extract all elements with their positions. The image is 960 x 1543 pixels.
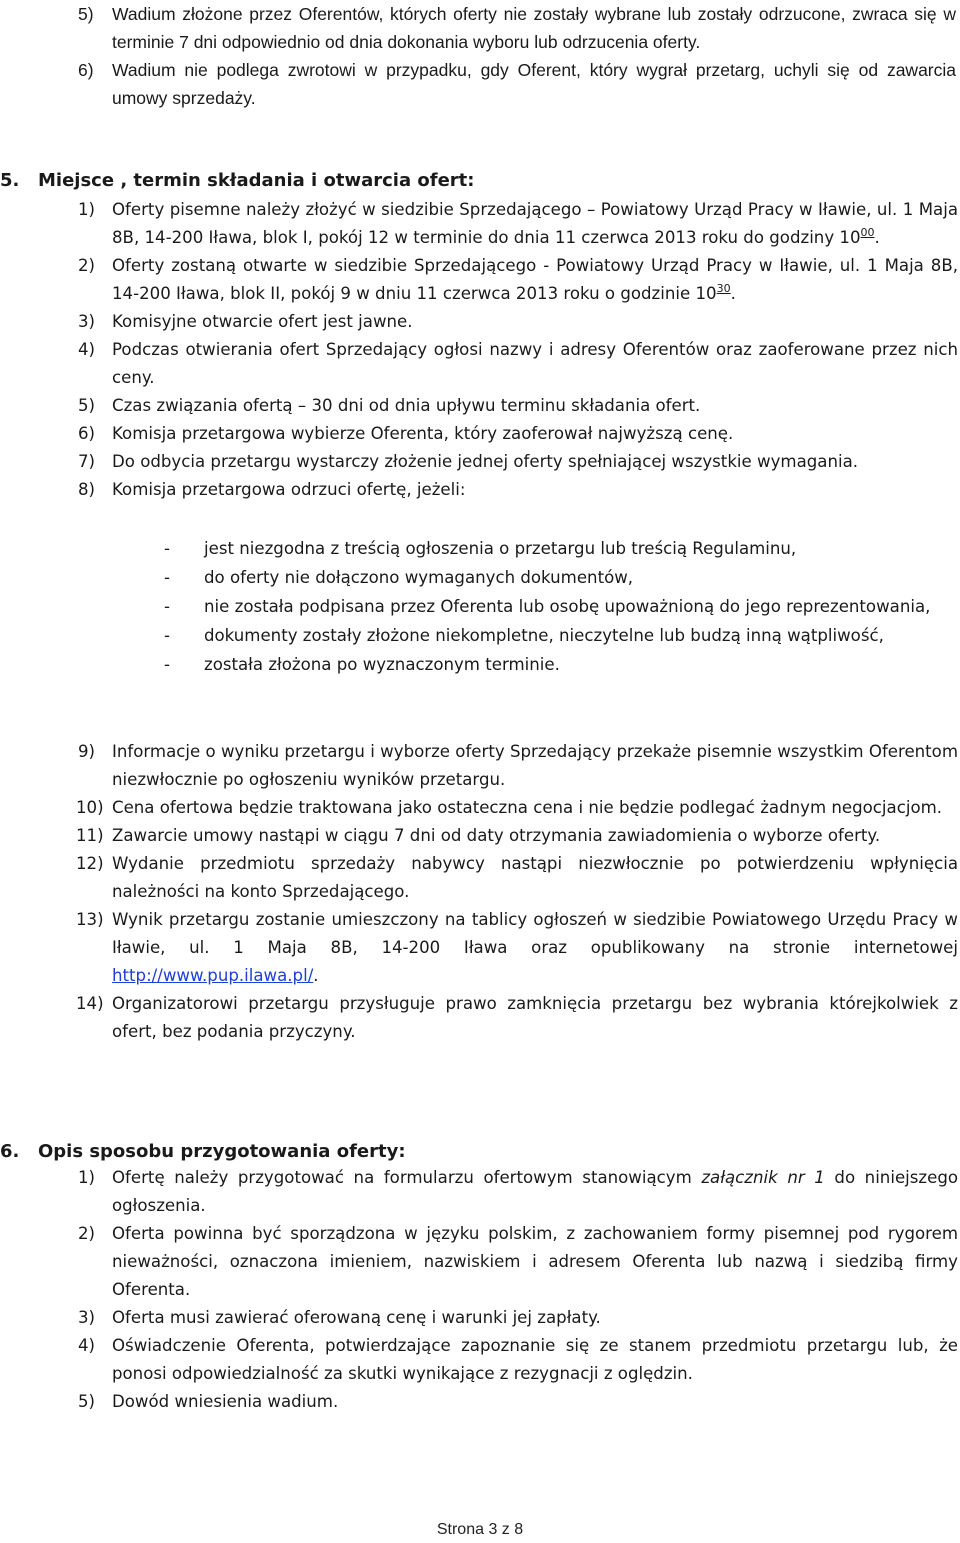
item-number: 5)	[78, 396, 96, 415]
item-text: Wadium nie podlega zwrotowi w przypadku, gdy Oferent, który wygrał przetarg, uchyli się od zawarcia umowy sprzedaży.	[112, 60, 956, 108]
item-number: 1)	[78, 1168, 96, 1187]
item-text-end: .	[874, 228, 880, 247]
item-text: Organizatorowi przetargu przysługuje prawo zamknięcia przetargu bez wybrania którejkolwiek z ofert, bez podania przyczyny.	[112, 994, 958, 1041]
sub-item-text: jest niezgodna z treścią ogłoszenia o przetargu lub treścią Regulaminu,	[204, 539, 797, 558]
item-number: 4)	[78, 1336, 96, 1355]
list-item	[78, 738, 958, 794]
sub-list-item	[164, 621, 956, 650]
list-item	[78, 794, 958, 822]
dash-bullet: -	[164, 626, 170, 645]
time-superscript: 30	[716, 282, 731, 295]
item-text: Zawarcie umowy nastąpi w ciągu 7 dni od daty otrzymania zawiadomienia o wyborze oferty.	[112, 826, 881, 845]
page-footer	[0, 1521, 960, 1539]
item-text: Informacje o wyniku przetargu i wyborze oferty Sprzedający przekaże pisemnie wszystkim Oferentom niezwłocznie po ogłoszeniu wyników przetargu.	[112, 742, 958, 789]
page-number: Strona 3 z 8	[436, 1521, 524, 1538]
item-text: Wynik przetargu zostanie umieszczony na tablicy ogłoszeń w siedzibie Powiatowego Urzędu Pracy w Iławie, ul. 1 Maja 8B, 14-200 Iława oraz opublikowany na stronie internetowej	[112, 910, 958, 957]
website-link[interactable]: http://www.pup.ilawa.pl/	[112, 966, 314, 985]
item-number: 10)	[76, 798, 104, 817]
item-text: Oferta musi zawierać oferowaną cenę i warunki jej zapłaty.	[112, 1308, 601, 1327]
item-number: 2)	[78, 256, 96, 275]
list-item	[78, 1220, 958, 1304]
list-item	[78, 850, 958, 906]
section-6-heading	[0, 1138, 406, 1166]
item-text-end: do niniejszego ogłoszenia.	[112, 1168, 959, 1215]
item-text-end: .	[730, 284, 736, 303]
item-text: Podczas otwierania ofert Sprzedający ogłosi nazwy i adresy Oferentów oraz zaoferowane przez nich ceny.	[112, 340, 958, 387]
item-number: 12)	[76, 854, 104, 873]
dash-bullet: -	[164, 539, 170, 558]
item-number: 14)	[76, 994, 104, 1013]
item-text: Komisja przetargowa odrzuci ofertę, jeżeli:	[112, 480, 466, 499]
list-item	[78, 392, 958, 420]
sub-item-text: została złożona po wyznaczonym terminie.	[204, 655, 560, 674]
item-number: 8)	[78, 480, 96, 499]
item-text: Do odbycia przetargu wystarczy złożenie jednej oferty spełniającej wszystkie wymagania.	[112, 452, 859, 471]
item-number: 6)	[78, 60, 94, 80]
rejection-reasons-list	[110, 534, 956, 679]
item-text: Czas związania ofertą – 30 dni od dnia upływu terminu składania ofert.	[112, 396, 701, 415]
attachment-reference: załącznik nr 1	[701, 1168, 825, 1187]
sub-list-item	[164, 563, 956, 592]
section-5-heading	[0, 167, 474, 195]
sub-list-item	[164, 650, 956, 679]
list-item	[78, 56, 956, 112]
sub-list-item	[164, 534, 956, 563]
item-number: 3)	[78, 312, 96, 331]
section-title: Miejsce , termin składania i otwarcia ofert:	[38, 170, 475, 191]
dash-bullet: -	[164, 568, 170, 587]
dash-bullet: -	[164, 655, 170, 674]
list-item	[78, 196, 958, 252]
dash-bullet: -	[164, 597, 170, 616]
previous-section-items	[78, 0, 956, 112]
item-text: Oferta powinna być sporządzona w języku polskim, z zachowaniem formy pisemnej pod rygorem nieważności, oznaczona imieniem, nazwiskiem i adresem Oferenta lub nazwą i siedzibą firmy Oferenta.	[112, 1224, 958, 1299]
list-item	[78, 1388, 958, 1416]
item-number: 13)	[76, 910, 104, 929]
item-number: 6)	[78, 424, 96, 443]
list-item	[78, 822, 958, 850]
list-item	[78, 448, 958, 476]
section-6-list	[78, 1164, 958, 1416]
list-item	[78, 476, 958, 504]
section-number: 6.	[0, 1141, 20, 1162]
section-5-list	[78, 196, 958, 504]
list-item	[78, 990, 958, 1046]
item-number: 5)	[78, 4, 94, 24]
item-number: 7)	[78, 452, 96, 471]
list-item	[78, 420, 958, 448]
sub-list-item	[164, 592, 956, 621]
list-item	[78, 252, 958, 308]
time-superscript: 00	[860, 226, 875, 239]
item-text: Ofertę należy przygotować na formularzu ofertowym stanowiącym	[112, 1168, 702, 1187]
item-number: 2)	[78, 1224, 96, 1243]
item-number: 4)	[78, 340, 96, 359]
sub-item-text: nie została podpisana przez Oferenta lub osobę upoważnioną do jego reprezentowania,	[204, 597, 931, 616]
section-5-list-continued	[78, 738, 958, 1046]
item-number: 9)	[78, 742, 96, 761]
list-item	[78, 1304, 958, 1332]
list-item	[78, 308, 958, 336]
item-text: Komisja przetargowa wybierze Oferenta, który zaoferował najwyższą cenę.	[112, 424, 734, 443]
item-number: 3)	[78, 1308, 96, 1327]
list-item	[78, 1164, 958, 1220]
item-text: Oferty pisemne należy złożyć w siedzibie Sprzedającego – Powiatowy Urząd Pracy w Iławie, ul. 1 Maja 8B, 14-200 Iława, blok I, pokój 12 w terminie do dnia 11 czerwca 2013 roku do godziny 10	[112, 200, 958, 247]
item-text: Komisyjne otwarcie ofert jest jawne.	[112, 312, 413, 331]
list-item	[78, 906, 958, 990]
item-text: Oświadczenie Oferenta, potwierdzające zapoznanie się ze stanem przedmiotu przetargu lub, że ponosi odpowiedzialność za skutki wynikające z rezygnacji z oględzin.	[112, 1336, 958, 1383]
item-number: 1)	[78, 200, 96, 219]
item-number: 5)	[78, 1392, 96, 1411]
item-text: Wadium złożone przez Oferentów, których oferty nie zostały wybrane lub zostały odrzucone, zwraca się w terminie 7 dni odpowiednio od dnia dokonania wyboru lub odrzucenia oferty.	[112, 4, 956, 52]
item-text-end: .	[313, 966, 319, 985]
section-title: Opis sposobu przygotowania oferty:	[38, 1141, 406, 1162]
item-text: Oferty zostaną otwarte w siedzibie Sprzedającego - Powiatowy Urząd Pracy w Iławie, ul. 1 Maja 8B, 14-200 Iława, blok II, pokój 9 w dniu 11 czerwca 2013 roku o godzinie 10	[112, 256, 958, 303]
item-number: 11)	[76, 826, 104, 845]
list-item	[78, 1332, 958, 1388]
section-number: 5.	[0, 170, 20, 191]
list-item	[78, 336, 958, 392]
sub-item-text: do oferty nie dołączono wymaganych dokumentów,	[204, 568, 634, 587]
item-text: Cena ofertowa będzie traktowana jako ostateczna cena i nie będzie podlegać żadnym negocjacjom.	[112, 798, 943, 817]
sub-item-text: dokumenty zostały złożone niekompletne, nieczytelne lub budzą inną wątpliwość,	[204, 626, 884, 645]
list-item	[78, 0, 956, 56]
item-text: Wydanie przedmiotu sprzedaży nabywcy nastąpi niezwłocznie po potwierdzeniu wpłynięcia należności na konto Sprzedającego.	[112, 854, 958, 901]
item-text: Dowód wniesienia wadium.	[112, 1392, 339, 1411]
